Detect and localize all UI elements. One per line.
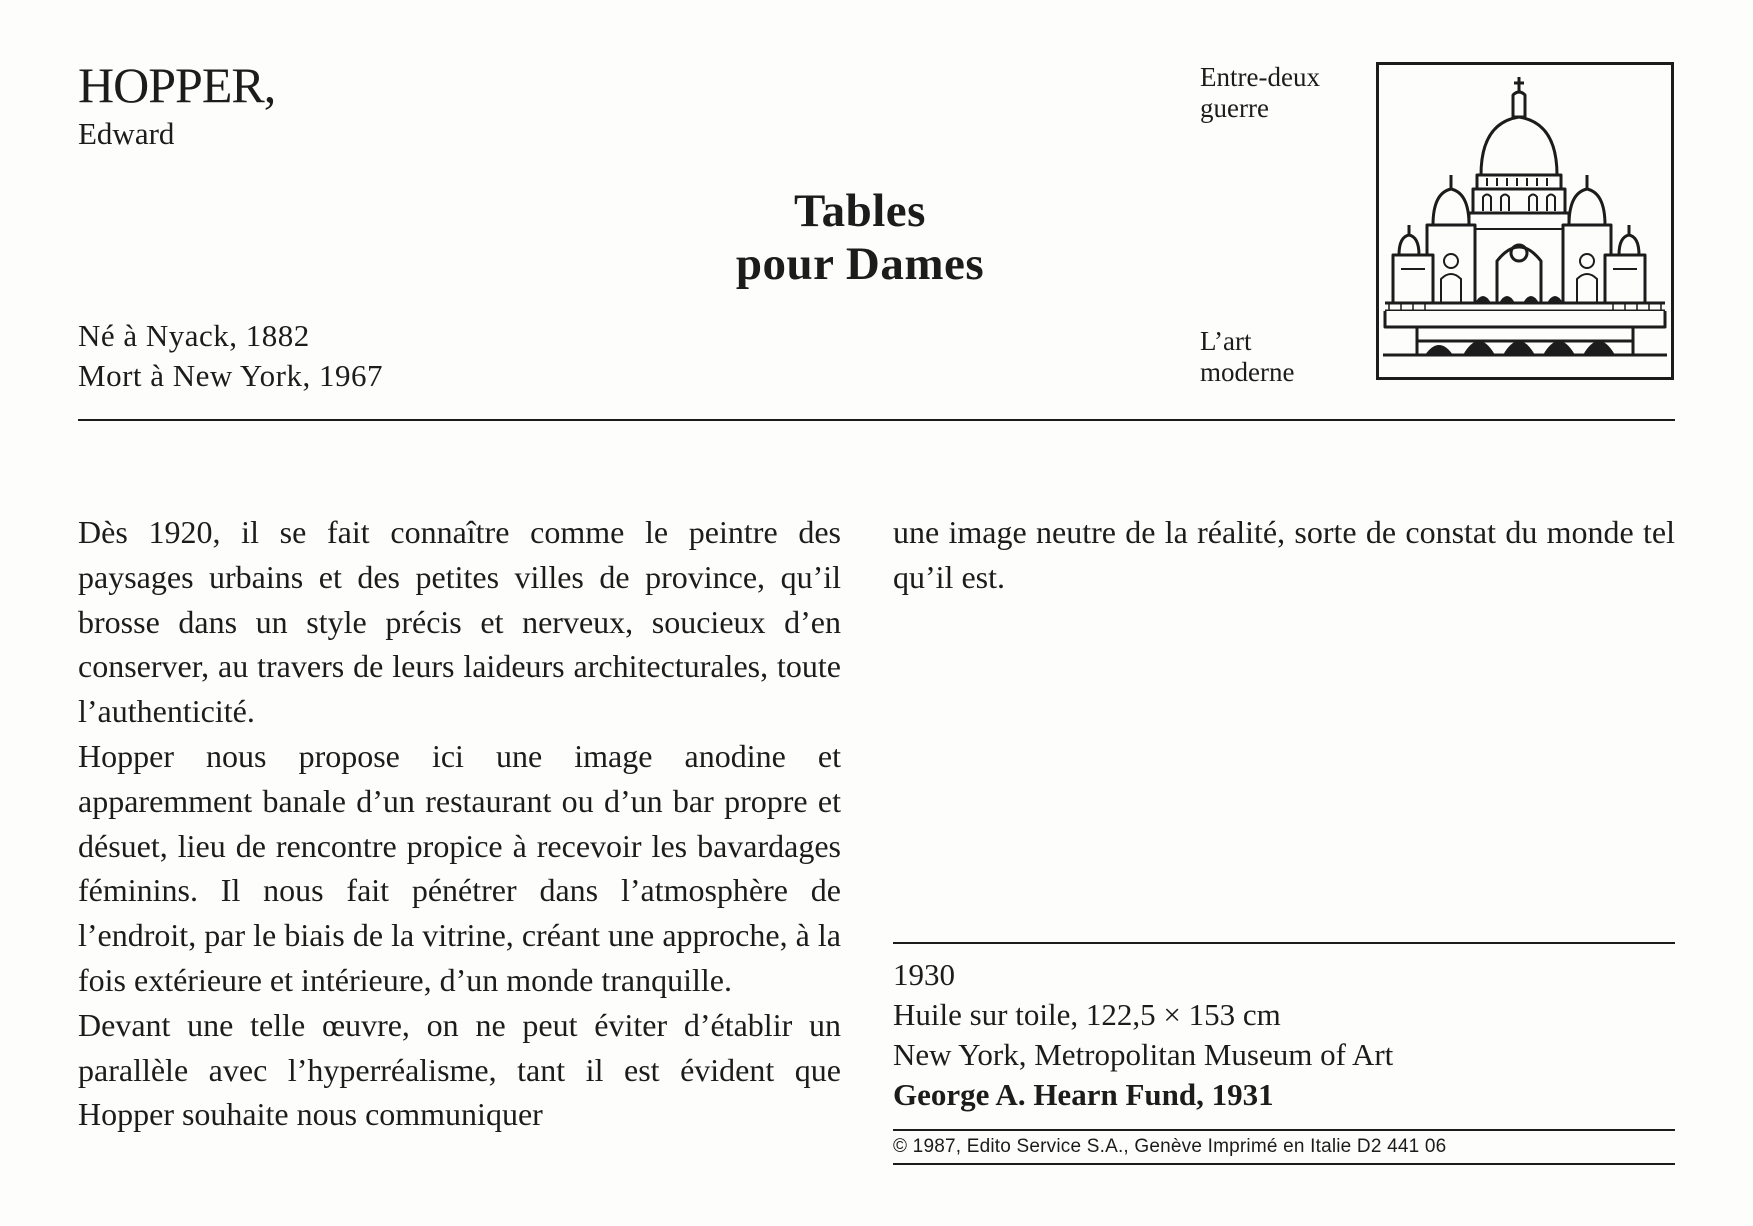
artwork-info (893, 955, 1393, 1115)
copyright-notice: © 1987, Edito Service S.A., Genève Imprimé en Italie D2 441 06 (893, 1136, 1447, 1157)
artist-surname: HOPPER, (78, 57, 276, 113)
movement-label-line2: moderne (1200, 357, 1295, 387)
description-paragraph: Hopper nous propose ici une image anodine et apparemment banale d’un restaurant ou d’un bar propre et désuet, lieu de rencontre propice à recevoir les bavardages féminins. Il nous fait pénétrer dans l’atmosphère de l’endroit, par le biais de la vitrine, créant une approche, à la fois extérieure et intérieure, d’un monde tranquille. (78, 737, 841, 998)
description-left-column (78, 510, 841, 1137)
description-paragraph: Dès 1920, il se fait connaître comme le peintre des paysages urbains et des petites villes de province, qu’il brosse dans un style précis et nerveux, soucieux d’en conserver, au travers de leurs laideurs architecturales, toute l’authenticité. (78, 514, 841, 730)
artist-firstname: Edward (78, 116, 175, 151)
artwork-year: 1930 (893, 957, 955, 992)
artwork-title (610, 185, 1110, 291)
movement-label (1200, 326, 1294, 388)
period-label (1200, 62, 1320, 124)
artwork-title-line2: pour Dames (735, 238, 985, 290)
description-continuation: une image neutre de la réalité, sorte de constat du monde tel qu’il est. (893, 514, 1675, 595)
footer-divider-top (893, 1129, 1675, 1131)
description-paragraph: Devant une telle œuvre, on ne peut éviter d’établir un parallèle avec l’hyperréalisme, tant il est évident que Hopper souhaite nous communiquer (78, 1006, 841, 1133)
birth-info: Né à Nyack, 1882 (78, 318, 310, 353)
movement-label-line1: L’art (1200, 326, 1252, 356)
period-label-line1: Entre-deux (1200, 62, 1320, 92)
death-info: Mort à New York, 1967 (78, 358, 383, 393)
artwork-credit: George A. Hearn Fund, 1931 (893, 1077, 1274, 1112)
period-label-line2: guerre (1200, 93, 1269, 123)
footer-divider-bottom (893, 1163, 1675, 1165)
artwork-medium: Huile sur toile, 122,5 × 153 cm (893, 997, 1281, 1032)
sacre-coeur-basilica-icon (1376, 62, 1674, 380)
artwork-location: New York, Metropolitan Museum of Art (893, 1037, 1394, 1072)
header-divider (78, 419, 1675, 421)
artwork-info-divider (893, 942, 1675, 944)
description-right-column (893, 510, 1675, 600)
life-dates (78, 316, 383, 396)
artwork-title-line1: Tables (794, 185, 926, 237)
